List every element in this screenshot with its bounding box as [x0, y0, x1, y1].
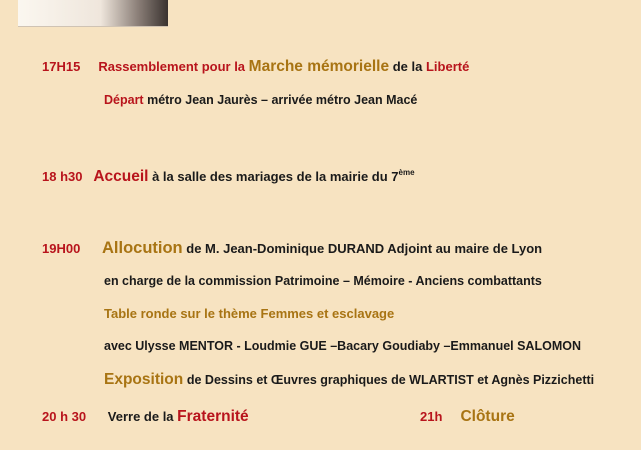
event-time: 18 h30: [42, 169, 83, 184]
event-highlight: Clôture: [460, 408, 515, 425]
event-text: à la salle des mariages de la mairie du 7: [152, 169, 399, 184]
event-time: 19H00: [42, 241, 81, 256]
event-text: Verre de la: [107, 409, 174, 424]
event-18h30: [42, 168, 415, 186]
event-17h15: [42, 58, 469, 76]
expo-text: de Dessins et Œuvres graphiques de WLARTIST et Agnès Pizzichetti: [186, 373, 595, 387]
event-time: 21h: [420, 409, 443, 424]
event-time: 17H15: [42, 59, 81, 74]
table-ronde: Table ronde sur le thème Femmes et esclavage: [104, 306, 395, 321]
event-depart-line: [104, 93, 417, 107]
expo-highlight: Exposition: [104, 371, 184, 388]
event-20h30: [42, 408, 249, 426]
portrait-photo: [18, 0, 168, 27]
event-highlight: Fraternité: [177, 408, 249, 425]
event-highlight: Liberté: [425, 59, 470, 74]
event-highlight: Accueil: [93, 168, 149, 185]
event-line2: en charge de la commission Patrimoine – Mémoire - Anciens combattants: [104, 274, 542, 288]
event-text: Rassemblement pour la: [98, 59, 246, 74]
event-text: de la: [392, 59, 423, 74]
event-time: 20 h 30: [42, 409, 87, 424]
event-highlight: Allocution: [101, 239, 183, 257]
superscript: ème: [398, 168, 415, 177]
participants: avec Ulysse MENTOR - Loudmie GUE –Bacary Goudiaby –Emmanuel SALOMON: [104, 339, 581, 353]
depart-label: Départ: [104, 93, 144, 107]
event-highlight: Marche mémorielle: [248, 58, 390, 75]
event-21h: [420, 408, 515, 426]
depart-text: métro Jean Jaurès – arrivée métro Jean Macé: [147, 93, 418, 107]
event-19h00: [42, 239, 542, 258]
exposition-line: [104, 371, 594, 389]
event-text: de M. Jean-Dominique DURAND Adjoint au maire de Lyon: [186, 241, 543, 256]
